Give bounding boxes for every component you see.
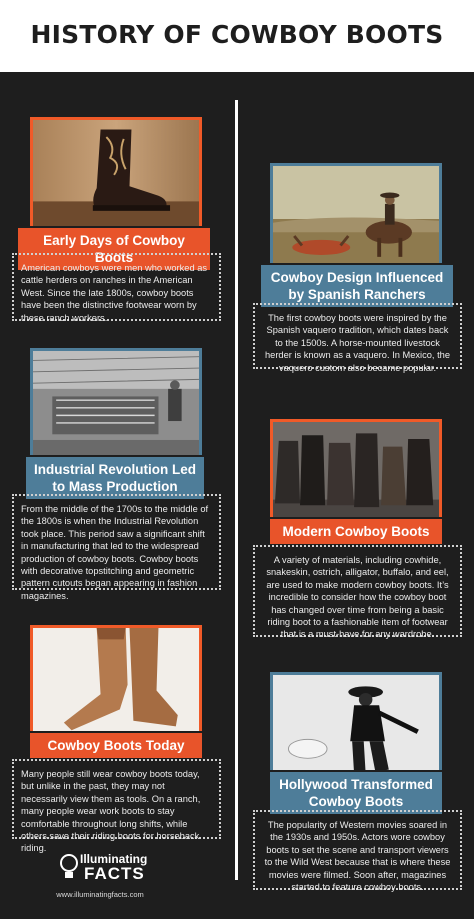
vaquero-painting: [270, 163, 442, 275]
illuminating-facts-logo: [20, 850, 200, 910]
timeline-line: [235, 100, 238, 880]
section-heading: Modern Cowboy Boots: [270, 519, 442, 544]
logo-line1: Illuminating: [80, 852, 148, 866]
textile-mill-photo: [30, 348, 202, 460]
section-heading: Hollywood Transformed Cowboy Boots: [270, 772, 442, 814]
section-description: The popularity of Western movies soared in the 1930s and 1950s. Actors wore cowboy boots to set the scene and transport viewers to the Wild West because that is where these movies were filmed. Soon after, magazines started to feature cowboy boots.: [253, 810, 462, 890]
logo-line2: FACTS: [84, 864, 145, 883]
header-band: [0, 0, 474, 72]
section-description: A variety of materials, including cowhide, snakeskin, ostrich, alligator, buffalo, and eel, are used to make modern cowboy boots. It’s incredible to consider how the cowboy boot has changed over time from being a basic riding boot to a fashionable item of footwear that is a must-have for any wardrobe.: [253, 545, 462, 637]
section-heading: Early Days of Cowboy Boots: [18, 228, 210, 270]
section-description: From the middle of the 1700s to the middle of the 1800s is when the Industrial Revolution took place. This period saw a significant shift in manufacturing that led to the widespread production of cowboy boots. Cowboy boots with decorative topstitching and geometric pattern cutouts began appearing in fashion magazines.: [12, 494, 221, 590]
lightbulb-icon: [60, 854, 78, 882]
film-cowboy-photo: [270, 672, 442, 784]
row-of-boots-photo: [270, 419, 442, 531]
section-description: The first cowboy boots were inspired by the Spanish vaquero tradition, which dates back to the 1500s. A horse-mounted livestock herder is known as a vaquero. In Mexico, the vaquero custom also became popular.: [253, 303, 462, 369]
section-description: Many people still wear cowboy boots today, but unlike in the past, they may not necessarily view them as tools. On a ranch, many people wear work boots to stay comfortable throughout long shifts, while others save their riding boots for horseback riding.: [12, 759, 221, 839]
logo-url: www.illuminatingfacts.com: [56, 890, 144, 899]
section-heading: Industrial Revolution Led to Mass Production: [26, 457, 204, 499]
tall-leather-boots-photo: [30, 625, 202, 737]
section-heading: Cowboy Design Influenced by Spanish Ranchers: [261, 265, 453, 307]
section-heading: Cowboy Boots Today: [30, 733, 202, 758]
early-boot-photo: [30, 117, 202, 229]
page-title: HISTORY OF COWBOY BOOTS: [30, 20, 444, 49]
section-description: American cowboys were men who worked as cattle herders on ranches in the American West. Since the late 1800s, cowboy boots have been the distinctive footwear worn by these ranch workers.: [12, 253, 221, 321]
